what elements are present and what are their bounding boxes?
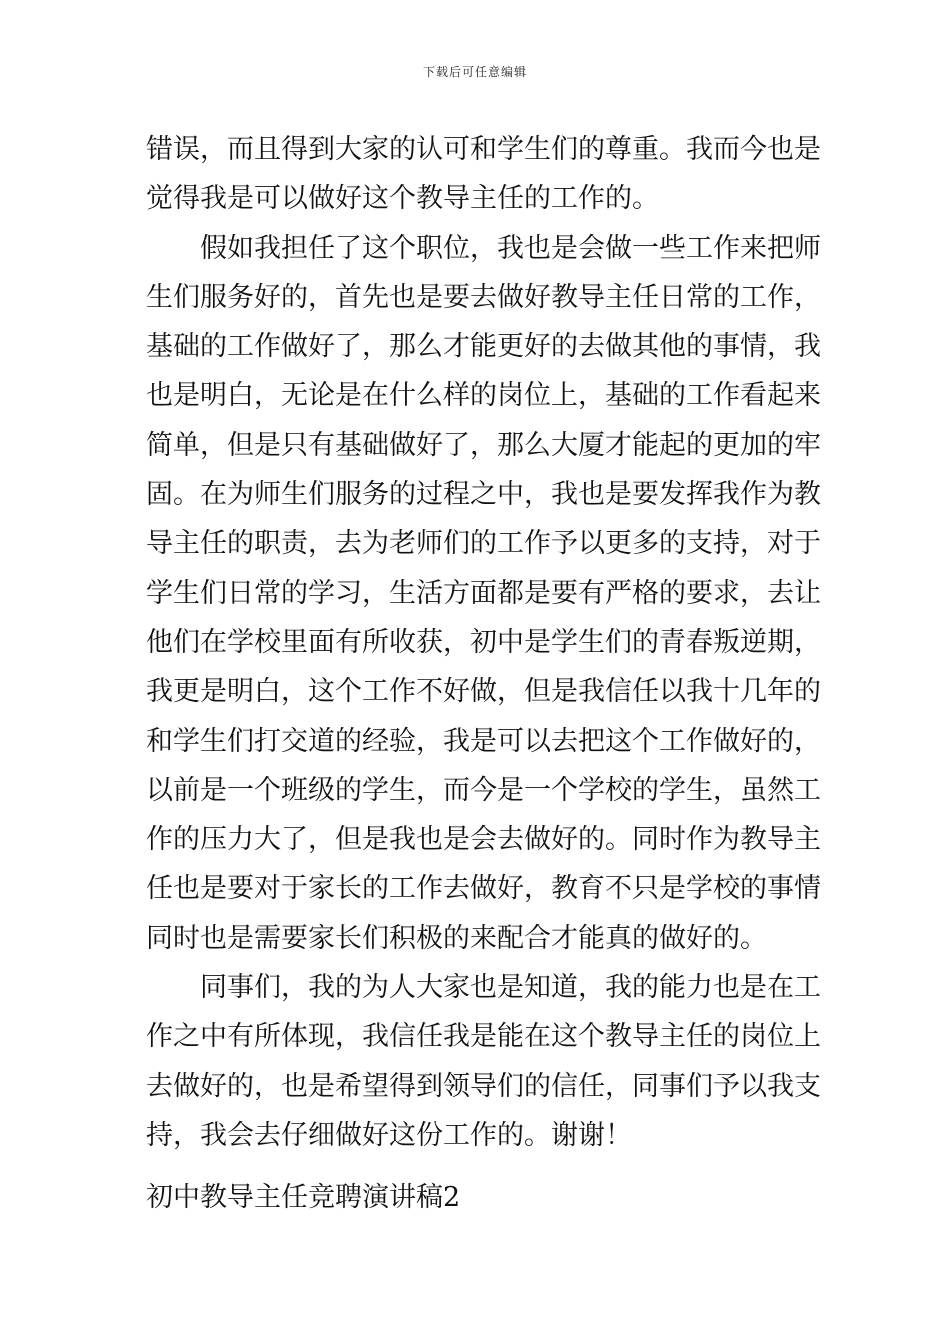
text-line: 也是明白，无论是在什么样的岗位上，基础的工作看起来	[146, 380, 821, 412]
text-line: 简单，但是只有基础做好了，那么大厦才能起的更加的牢	[146, 429, 821, 461]
page-header-note: 下载后可任意编辑	[422, 65, 527, 79]
section-heading: 初中教导主任竞聘演讲稿2	[146, 1182, 461, 1213]
text-line: 学生们日常的学习，生活方面都是要有严格的要求，去让	[146, 577, 821, 609]
text-line: 去做好的，也是希望得到领导们的信任，同事们予以我支	[146, 1070, 821, 1102]
document-body	[146, 125, 821, 1160]
text-line: 觉得我是可以做好这个教导主任的工作的。	[146, 183, 659, 215]
text-line: 同事们，我的为人大家也是知道，我的能力也是在工	[200, 972, 821, 1004]
text-line: 同时也是需要家长们积极的来配合才能真的做好的。	[146, 922, 767, 954]
text-line: 固。在为师生们服务的过程之中，我也是要发挥我作为教	[146, 479, 821, 511]
text-line: 假如我担任了这个职位，我也是会做一些工作来把师	[200, 232, 821, 264]
text-line: 持，我会去仔细做好这份工作的。谢谢！	[146, 1119, 632, 1151]
text-line: 作的压力大了，但是我也是会去做好的。同时作为教导主	[146, 824, 821, 856]
text-line: 他们在学校里面有所收获，初中是学生们的青春叛逆期，	[146, 626, 821, 658]
text-line: 任也是要对于家长的工作去做好，教育不只是学校的事情	[146, 873, 821, 905]
paragraph-3	[146, 963, 821, 1160]
text-line: 和学生们打交道的经验，我是可以去把这个工作做好的，	[146, 725, 821, 757]
text-line: 基础的工作做好了，那么才能更好的去做其他的事情，我	[146, 331, 821, 363]
text-line: 错误，而且得到大家的认可和学生们的尊重。我而今也是	[146, 134, 821, 165]
text-line: 生们服务好的，首先也是要去做好教导主任日常的工作，	[146, 281, 821, 313]
text-line: 导主任的职责，去为老师们的工作予以更多的支持，对于	[146, 528, 821, 560]
paragraph-2	[146, 224, 821, 963]
text-line: 我更是明白，这个工作不好做，但是我信任以我十几年的	[146, 676, 821, 708]
paragraph-1	[146, 125, 821, 224]
text-line: 作之中有所体现，我信任我是能在这个教导主任的岗位上	[146, 1021, 821, 1053]
text-line: 以前是一个班级的学生，而今是一个学校的学生，虽然工	[146, 774, 821, 806]
